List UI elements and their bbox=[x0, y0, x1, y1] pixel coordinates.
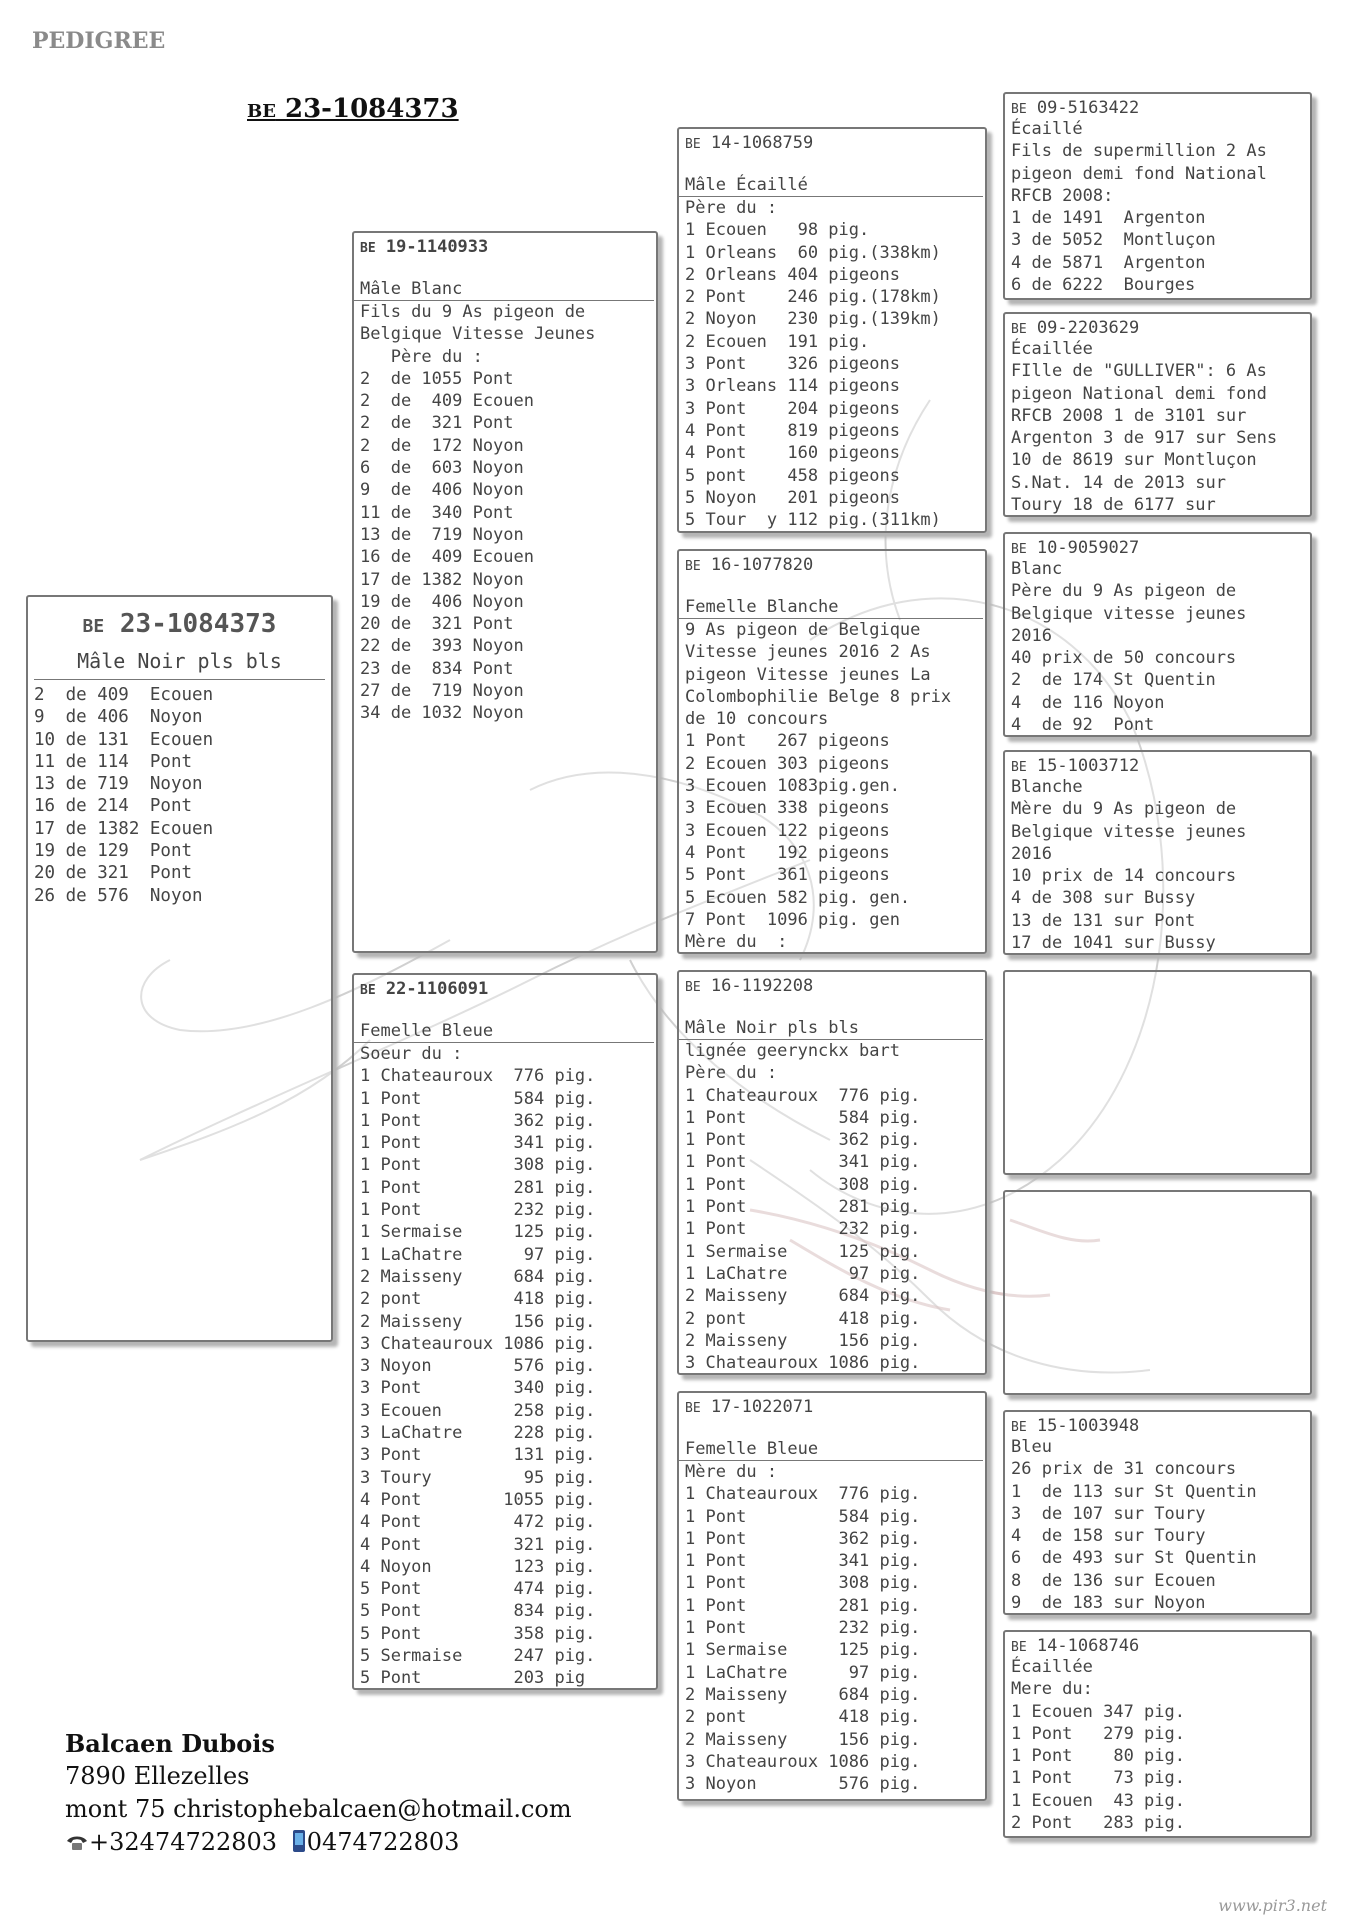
sire-sex: Mâle Blanc bbox=[354, 279, 654, 301]
subject-sex: Mâle Noir pls bls bbox=[34, 639, 325, 680]
ddd-ring-number: 14-1068746 bbox=[1036, 1636, 1140, 1656]
sds-text: Blanc Père du 9 As pigeon de Belgique vitesse jeunes 2016 40 prix de 50 concours 2 de 174 St Quentin 4 de 116 Noyon 4 de 92 Pont bbox=[1011, 559, 1247, 736]
dam-sire-card bbox=[677, 970, 987, 1375]
sire-dam-text: 9 As pigeon de Belgique Vitesse jeunes 2016 2 As pigeon Vitesse jeunes La Colombophilie Belge 8 prix de 10 concours 1 Pont 267 pigeons 2 Ecouen 303 pigeons 3 Ecouen 1083pig.gen. 3 Ecouen 338 pigeons 3 Ecouen 122 pigeons 4 Pont 192 pigeons 5 Pont 361 pigeons 5 Ecouen 582 pig. gen. 7 Pont 1096 pig. gen Mère du : bbox=[685, 620, 952, 953]
sire-text: Fils du 9 As pigeon de Belgique Vitesse Jeunes Père du : 2 de 1055 Pont 2 de 409 Ecouen 2 de 321 Pont 2 de 172 Noyon 6 de 603 Noyon 9 de 406 Noyon 11 de 340 Pont 13 de 719 Noyon 16 de 409 Ecouen 17 de 1382 Noyon 19 de 406 Noyon 20 de 321 Pont 22 de 393 Noyon 23 de 834 Pont 27 de 719 Noyon 34 de 1032 Noyon bbox=[360, 302, 596, 724]
sss-text: Écaillé Fils de supermillion 2 As pigeon demi fond National RFCB 2008: 1 de 1491 Argenton 3 de 5052 Montluçon 4 de 5871 Argenton 6 de 6222 Bourges bbox=[1011, 119, 1267, 296]
sire-dam-ring bbox=[679, 551, 985, 575]
sire-sire-sex: Mâle Écaillé bbox=[679, 175, 983, 197]
dam-sire-ring-number: 16-1192208 bbox=[710, 976, 814, 996]
dds-prefix: BE bbox=[1011, 1420, 1027, 1435]
dam-dam-text: Mère du : 1 Chateauroux 776 pig. 1 Pont 584 pig. 1 Pont 362 pig. 1 Pont 341 pig. 1 Pont 308 pig. 1 Pont 281 pig. 1 Pont 232 pig. 1 Sermaise 125 pig. 1 LaChatre 97 pig. 2 Maisseny 684 pig. 2 pont 418 pig. 2 Maisseny 156 pig. 3 Chateauroux 1086 pig. 3 Noyon 576 pig. bbox=[685, 1462, 921, 1795]
sire-ring-number: 19-1140933 bbox=[385, 237, 489, 257]
dam-dam-ring-number: 17-1022071 bbox=[710, 1397, 814, 1417]
dam-sire-text: lignée geerynckx bart Père du : 1 Chateauroux 776 pig. 1 Pont 584 pig. 1 Pont 362 pig. 1 Pont 341 pig. 1 Pont 308 pig. 1 Pont 281 pig. 1 Pont 232 pig. 1 Sermaise 125 pig. 1 LaChatre 97 pig. 2 Maisseny 684 pig. 2 pont 418 pig. 2 Maisseny 156 pig. 3 Chateauroux 1086 pig. bbox=[685, 1041, 921, 1374]
sire-dam-card bbox=[677, 549, 987, 954]
sdd-ring-number: 15-1003712 bbox=[1036, 756, 1140, 776]
sds-card bbox=[1003, 532, 1312, 737]
subject-results: 2 de 409 Ecouen 9 de 406 Noyon 10 de 131 Ecouen 11 de 114 Pont 13 de 719 Noyon 16 de 214 Pont 17 de 1382 Ecouen 19 de 129 Pont 20 de 321 Pont 26 de 576 Noyon bbox=[34, 685, 214, 906]
dam-text: Soeur du : 1 Chateauroux 776 pig. 1 Pont 584 pig. 1 Pont 362 pig. 1 Pont 341 pig. 1 Pont 308 pig. 1 Pont 281 pig. 1 Pont 232 pig. 1 Sermaise 125 pig. 1 LaChatre 97 pig. 2 Maisseny 684 pig. 2 pont 418 pig. 2 Maisseny 156 pig. 3 Chateauroux 1086 pig. 3 Noyon 576 pig. 3 Pont 340 pig. 3 Ecouen 258 pig. 3 LaChatre 228 pig. 3 Pont 131 pig. 3 Toury 95 pig. 4 Pont 1055 pig. 4 Pont 472 pig. 4 Pont 321 pig. 4 Noyon 123 pig. 5 Pont 474 pig. 5 Pont 834 pig. 5 Pont 358 pig. 5 Sermaise 247 pig. 5 Pont 203 pig bbox=[360, 1044, 596, 1689]
dam-dam-ring bbox=[679, 1393, 985, 1417]
dds-text: Bleu 26 prix de 31 concours 1 de 113 sur St Quentin 3 de 107 sur Toury 4 de 158 sur Toury 6 de 493 sur St Quentin 8 de 136 sur Ecouen 9 de 183 sur Noyon bbox=[1011, 1437, 1257, 1614]
owner-address: mont 75 christophebalcaen@hotmail.com bbox=[65, 1795, 572, 1823]
subject-prefix: BE bbox=[82, 616, 105, 637]
ddd-ring bbox=[1005, 1632, 1310, 1656]
title-prefix: BE bbox=[247, 101, 276, 122]
sdd-ring bbox=[1005, 752, 1310, 776]
dds-ring-number: 15-1003948 bbox=[1036, 1416, 1140, 1436]
sdd-prefix: BE bbox=[1011, 760, 1027, 775]
dsd-card-empty bbox=[1003, 1190, 1312, 1395]
sss-card bbox=[1003, 92, 1312, 300]
ddd-text: Écaillée Mere du: 1 Ecouen 347 pig. 1 Pont 279 pig. 1 Pont 80 pig. 1 Pont 73 pig. 1 Ecouen 43 pig. 2 Pont 283 pig. bbox=[1011, 1657, 1185, 1834]
sire-ring bbox=[354, 233, 656, 257]
owner-mobile: 0474722803 bbox=[306, 1828, 460, 1856]
dam-dam-card bbox=[677, 1391, 987, 1801]
subject-card bbox=[26, 595, 333, 1342]
sire-sire-text: Père du : 1 Ecouen 98 pig. 1 Orleans 60 pig.(338km) 2 Orleans 404 pigeons 2 Pont 246 pig.(178km) 2 Noyon 230 pig.(139km) 2 Ecouen 191 pig. 3 Pont 326 pigeons 3 Orleans 114 pigeons 3 Pont 204 pigeons 4 Pont 819 pigeons 4 Pont 160 pigeons 5 pont 458 pigeons 5 Noyon 201 pigeons 5 Tour y 112 pig.(311km) bbox=[685, 198, 941, 531]
phone-icon bbox=[65, 1834, 89, 1852]
sire-sire-ring bbox=[679, 129, 985, 153]
sire-dam-prefix: BE bbox=[685, 559, 701, 574]
dam-ring bbox=[354, 975, 656, 999]
sdd-text: Blanche Mère du 9 As pigeon de Belgique vitesse jeunes 2016 10 prix de 14 concours 4 de 308 sur Bussy 13 de 131 sur Pont 17 de 1041 sur Bussy bbox=[1011, 777, 1247, 954]
dam-sire-ring bbox=[679, 972, 985, 996]
owner-phones bbox=[65, 1826, 572, 1859]
sire-card bbox=[352, 231, 658, 953]
ssd-prefix: BE bbox=[1011, 322, 1027, 337]
sds-ring bbox=[1005, 534, 1310, 558]
dam-card bbox=[352, 973, 658, 1690]
ssd-ring-number: 09-2203629 bbox=[1036, 318, 1140, 338]
title-ring: 23-1084373 bbox=[285, 94, 459, 124]
footer-link[interactable]: www.pir3.net bbox=[1218, 1896, 1327, 1915]
dam-prefix: BE bbox=[360, 983, 376, 998]
sire-sire-prefix: BE bbox=[685, 137, 701, 152]
sss-ring-number: 09-5163422 bbox=[1036, 98, 1140, 118]
sire-prefix: BE bbox=[360, 241, 376, 256]
dam-ring-number: 22-1106091 bbox=[385, 979, 489, 999]
ssd-ring bbox=[1005, 314, 1310, 338]
sire-sire-card bbox=[677, 127, 987, 533]
ssd-text: Écaillée FIlle de "GULLIVER": 6 As pigeon National demi fond RFCB 2008 1 de 3101 sur Argenton 3 de 917 sur Sens 10 de 8619 sur Montluçon S.Nat. 14 de 2013 sur Toury 18 de 6177 sur bbox=[1011, 339, 1278, 516]
dam-sire-sex: Mâle Noir pls bls bbox=[679, 1018, 983, 1040]
main-title bbox=[247, 94, 459, 124]
dam-sex: Femelle Bleue bbox=[354, 1021, 654, 1043]
sss-prefix: BE bbox=[1011, 102, 1027, 117]
subject-ring-number: 23-1084373 bbox=[119, 609, 277, 639]
dds-ring bbox=[1005, 1412, 1310, 1436]
sds-prefix: BE bbox=[1011, 542, 1027, 557]
ssd-card bbox=[1003, 312, 1312, 517]
dam-dam-sex: Femelle Bleue bbox=[679, 1439, 983, 1461]
dss-card-empty bbox=[1003, 970, 1312, 1175]
owner-name: Balcaen Dubois bbox=[65, 1729, 275, 1758]
owner-city: 7890 Ellezelles bbox=[65, 1762, 250, 1790]
sds-ring-number: 10-9059027 bbox=[1036, 538, 1140, 558]
sire-dam-ring-number: 16-1077820 bbox=[710, 555, 814, 575]
owner-phone: +32474722803 bbox=[89, 1828, 278, 1856]
mobile-icon bbox=[291, 1829, 307, 1853]
sire-sire-ring-number: 14-1068759 bbox=[710, 133, 814, 153]
owner-block bbox=[65, 1727, 572, 1859]
sss-ring bbox=[1005, 94, 1310, 118]
dds-card bbox=[1003, 1410, 1312, 1615]
ddd-prefix: BE bbox=[1011, 1640, 1027, 1655]
pedigree-header: PEDIGREE bbox=[32, 28, 166, 54]
ddd-card bbox=[1003, 1630, 1312, 1838]
sire-dam-sex: Femelle Blanche bbox=[679, 597, 983, 619]
sdd-card bbox=[1003, 750, 1312, 955]
subject-ring bbox=[32, 603, 327, 639]
dam-sire-prefix: BE bbox=[685, 980, 701, 995]
dam-dam-prefix: BE bbox=[685, 1401, 701, 1416]
